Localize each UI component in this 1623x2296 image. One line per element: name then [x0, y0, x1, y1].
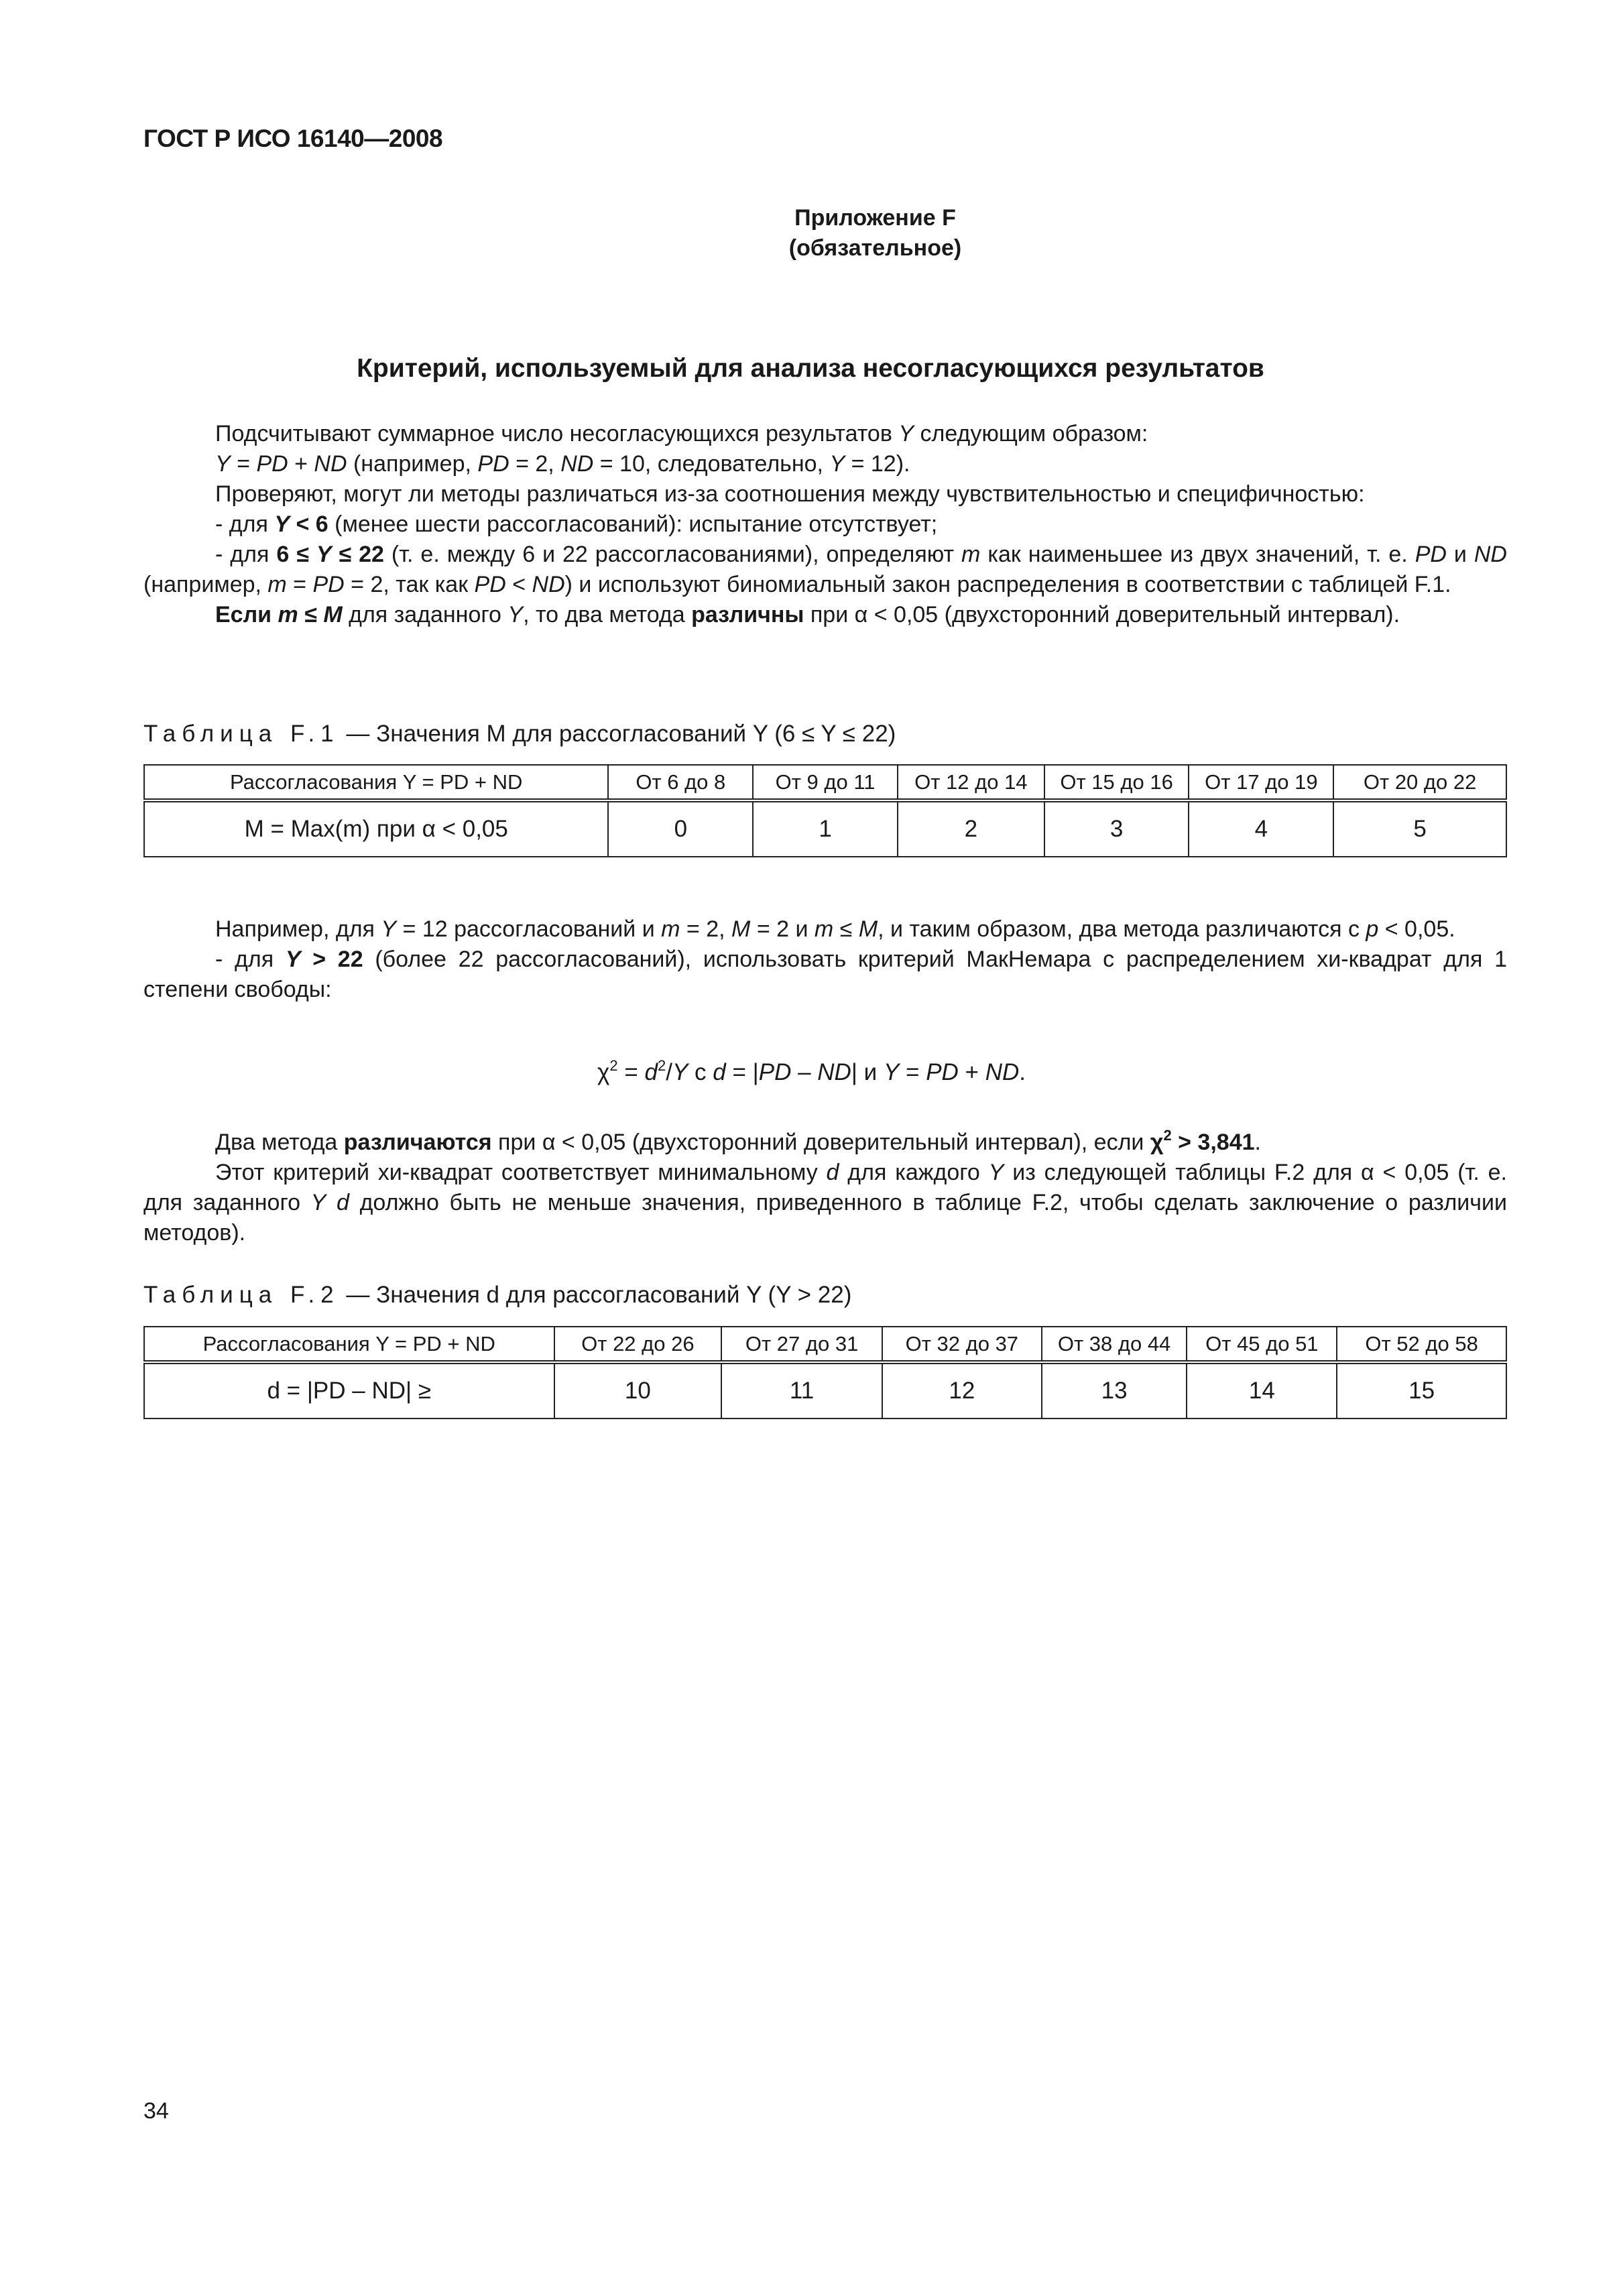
- paragraph: Подсчитывают суммарное число несогласующихся результатов Y следующим образом:: [215, 421, 1148, 446]
- table-header-row: [144, 1327, 1506, 1362]
- document-header: ГОСТ Р ИСО 16140—2008: [143, 125, 443, 152]
- table-header-cell: От 12 до 14: [898, 765, 1044, 800]
- table-header-cell: От 22 до 26: [554, 1327, 722, 1362]
- table-cell: M = Max(m) при α < 0,05: [144, 800, 608, 857]
- paragraph: Проверяют, могут ли методы различаться из-за соотношения между чувствительностью и специфичностью:: [215, 481, 1365, 507]
- table-cell: 14: [1187, 1362, 1337, 1418]
- table1-caption-text: — Значения M для рассогласований Y (6 ≤ Y ≤ 22): [346, 721, 896, 747]
- table-cell: 1: [753, 800, 898, 857]
- table-header-cell: От 32 до 37: [882, 1327, 1042, 1362]
- table-header-cell: Рассогласования Y = PD + ND: [144, 1327, 554, 1362]
- table-header-cell: От 52 до 58: [1337, 1327, 1506, 1362]
- table-cell: 3: [1044, 800, 1189, 857]
- page-number: 34: [143, 2098, 169, 2124]
- intro-paragraphs: [143, 419, 1507, 630]
- table-header-cell: От 45 до 51: [1187, 1327, 1337, 1362]
- table-header-cell: От 17 до 19: [1189, 765, 1333, 800]
- chi-square-formula: $\chi^2 = d^2/Y$ с d = |PD – ND| и Y = PD + ND.: [597, 1057, 1026, 1085]
- table-f1: [143, 764, 1507, 857]
- paragraph: - для Y < 6 (менее шести рассогласований): испытание отсутствует;: [215, 511, 938, 537]
- table-header-cell: От 20 до 22: [1333, 765, 1506, 800]
- table-row: [144, 800, 1506, 857]
- table-header-cell: От 6 до 8: [608, 765, 753, 800]
- paragraph: Например, для Y = 12 рассогласований и m = 2, M = 2 и m ≤ M, и таким образом, два метода различаются с p < 0,05.: [215, 916, 1455, 942]
- table-cell: 12: [882, 1362, 1042, 1418]
- table-header-cell: От 27 до 31: [721, 1327, 882, 1362]
- table2-caption-text: — Значения d для рассогласований Y (Y > 22): [346, 1282, 852, 1308]
- criterion-paragraphs: [143, 1128, 1507, 1248]
- paragraph: - для 6 ≤ Y ≤ 22 (т. е. между 6 и 22 рассогласованиями), определяют m как наименьшее из двух значений, т. е. PD и ND (например, m = PD = 2, так как PD < ND) и используют биномиальный закон распределения в соответствии с таблицей F.1.: [143, 542, 1507, 597]
- paragraph: - для Y > 22 (более 22 рассогласований), использовать критерий МакНемара с распределением хи-квадрат для 1 степени свободы:: [143, 947, 1507, 1002]
- table-row: [144, 1362, 1506, 1418]
- table-header-cell: От 15 до 16: [1044, 765, 1189, 800]
- table-cell: d = |PD – ND| ≥: [144, 1362, 554, 1418]
- table-header-cell: Рассогласования Y = PD + ND: [144, 765, 608, 800]
- paragraph: Два метода различаются при α < 0,05 (двухсторонний доверительный интервал), если $\chi^2 > 3,841$.: [215, 1127, 1261, 1155]
- annex-status: (обязательное): [788, 235, 962, 261]
- table-cell: 4: [1189, 800, 1333, 857]
- table-cell: 15: [1337, 1362, 1506, 1418]
- example-paragraphs: [143, 914, 1507, 1005]
- table-cell: 5: [1333, 800, 1506, 857]
- table-cell: 10: [554, 1362, 722, 1418]
- section-title: Критерий, используемый для анализа несогласующихся результатов: [357, 354, 1264, 383]
- table2-caption-prefix: Таблица F.2: [143, 1282, 340, 1308]
- table-header-cell: От 38 до 44: [1042, 1327, 1187, 1362]
- table-cell: 0: [608, 800, 753, 857]
- table-cell: 2: [898, 800, 1044, 857]
- table-header-row: [144, 765, 1506, 800]
- paragraph: Этот критерий хи-квадрат соответствует минимальному d для каждого Y из следующей таблицы F.2 для α < 0,05 (т. е. для заданного Y d должно быть не меньше значения, приведенного в таблице F.2, чтобы сделать заключение о различии методов).: [143, 1160, 1508, 1246]
- paragraph: Y = PD + ND (например, PD = 2, ND = 10, следовательно, Y = 12).: [215, 451, 910, 477]
- table2-caption: [143, 1282, 851, 1309]
- paragraph: Если m ≤ M для заданного Y, то два метода различны при α < 0,05 (двухсторонний доверительный интервал).: [215, 602, 1400, 627]
- table-f2: [143, 1326, 1507, 1419]
- table-cell: 11: [721, 1362, 882, 1418]
- table-header-cell: От 9 до 11: [753, 765, 898, 800]
- table1-caption-prefix: Таблица F.1: [143, 721, 340, 747]
- annex-title: Приложение F: [794, 205, 956, 231]
- table1-caption: [143, 721, 896, 747]
- table-cell: 13: [1042, 1362, 1187, 1418]
